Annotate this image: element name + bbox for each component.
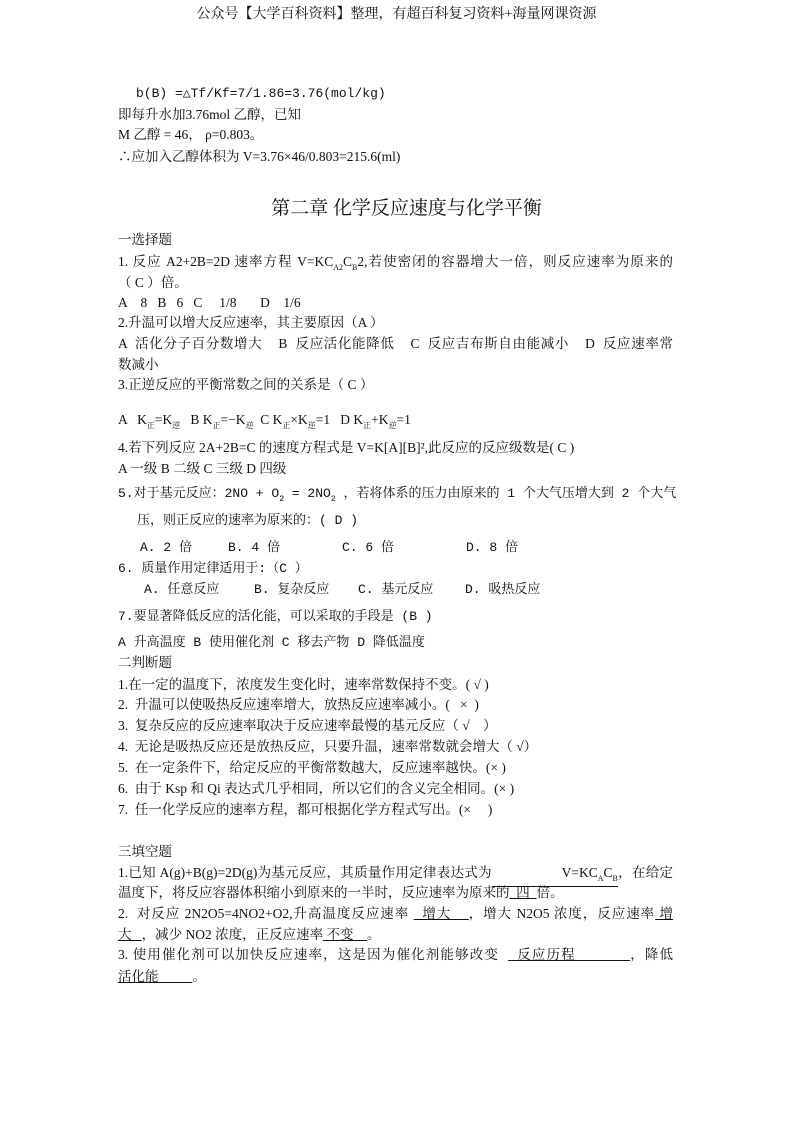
question-4: 4.若下列反应 2A+2B=C 的速度方程式是 V=K[A][B]²,此反应的反应级数是( C )	[118, 440, 575, 455]
question-1-answer: （ C ）倍。	[118, 275, 188, 290]
judge-item-3: 3. 复杂反应的反应速率取决于反应速率最慢的基元反应（ √ ）	[118, 718, 497, 733]
q5-option-a: A. 2 倍	[140, 540, 193, 555]
q6-option-d: D. 吸热反应	[465, 582, 541, 597]
fill-3-answer-1: 反应历程	[508, 947, 631, 962]
question-2: 2.升温可以增大反应速率，其主要原因（A ）	[118, 315, 384, 330]
q6-option-c: C. 基元反应	[358, 582, 434, 597]
judge-item-4: 4. 无论是吸热反应还是放热反应，只要升温，速率常数就会增大（ √）	[118, 739, 538, 754]
question-3-options: A $K_正=K_逆$ B $K_正=-K_逆$ C $K_正\times K_逆=1$ D $K_正+K_逆=1$	[118, 412, 411, 430]
question-7-options: A 升高温度 B 使用催化剂 C 移去产物 D 降低温度	[118, 635, 425, 650]
question-1: 1. 反应 A2+2B=2D 速率方程 $V=KC_{A2}C_B2$,若使密闭的容器增大一倍，则反应速率为原来的	[118, 254, 673, 272]
fill-2: 2. 对反应 2N2O5=4NO2+O2,升高温度反应速率 增大 ，增大 N2O5 浓度，反应速率 增	[118, 906, 674, 921]
fill-1-answer: $V=KC_AC_B$	[492, 865, 618, 887]
fill-1-cont: 温度下，将反应容器体积缩小到原来的一半时，反应速率为原来的 四 倍。	[118, 885, 564, 900]
question-2-options: A 活化分子百分数增大 B 反应活化能降低 C 反应吉布斯自由能减小 D 反应速率常	[118, 336, 673, 351]
fill-3: 3. 使用催化剂可以加快反应速率，这是因为催化剂能够改变 反应历程 ，降低	[118, 947, 673, 962]
prev-line-4: ∴应加入乙醇体积为 V=3.76×46/0.803=215.6(ml)	[118, 149, 401, 164]
judge-item-7: 7. 任一化学反应的速率方程，都可根据化学方程式写出。(× )	[118, 802, 493, 817]
judge-item-5: 5. 在一定条件下，给定反应的平衡常数越大，反应速率越快。(× )	[118, 760, 506, 775]
q6-option-a: A. 任意反应	[144, 582, 220, 597]
question-4-options: A 一级 B 二级 C 三级 D 四级	[118, 461, 287, 476]
fill-2-answer-2: 增	[655, 906, 674, 921]
question-6: 6. 质量作用定律适用于:（C ）	[118, 561, 308, 576]
fill-2-answer-1: 增大	[413, 906, 469, 921]
prev-line-1: b(B) =△Tf/Kf=7/1.86=3.76(mol/kg)	[136, 86, 386, 101]
judge-item-6: 6. 由于 Ksp 和 Qi 表达式几乎相同，所以它们的含义完全相同。(× )	[118, 781, 515, 796]
q5-option-b: B. 4 倍	[228, 540, 281, 555]
prev-line-2: 即每升水加3.76mol 乙醇，已知	[118, 107, 302, 122]
chapter-title: 第二章 化学反应速度与化学平衡	[271, 198, 542, 219]
section-2-heading: 二判断题	[118, 655, 172, 670]
fill-1-answer-2: 四	[509, 885, 537, 900]
fill-1: 1.已知 A(g)+B(g)=2D(g)为基元反应，其质量作用定律表达式为 $V=KC_AC_B$，在给定	[118, 864, 673, 887]
question-2-options-cont: 数减小	[118, 357, 159, 372]
section-1-heading: 一选择题	[118, 232, 172, 247]
judge-item-2: 2. 升温可以使吸热反应速率增大，放热反应速率减小。( × )	[118, 697, 479, 712]
question-7: 7.要显著降低反应的活化能，可以采取的手段是 (B )	[118, 609, 433, 624]
fill-3-answer-2: 活化能	[118, 969, 193, 984]
question-1-options: A 8 B 6 C 1/8 D 1/6	[118, 295, 301, 310]
question-5: 5.对于基元反应：$2NO + O_2 = 2NO_2$ ，若将体系的压力由原来的 1 个大气压增大到 2 个大气	[118, 486, 677, 504]
question-3: 3.正逆反应的平衡常数之间的关系是（ C ）	[118, 377, 374, 392]
judge-item-1: 1.在一定的温度下，浓度发生变化时，速率常数保持不变。( √ )	[118, 677, 489, 692]
fill-2-cont: 大 ，减少 NO2 浓度，正反应速率 不变 。	[118, 927, 381, 942]
question-5-answer: 压，则正反应的速率为原来的：( D )	[137, 513, 359, 528]
q5-option-d: D. 8 倍	[466, 540, 519, 555]
prev-line-3: M 乙醇 = 46， ρ=0.803。	[118, 127, 264, 142]
q6-option-b: B. 复杂反应	[254, 582, 330, 597]
section-3-heading: 三填空题	[118, 844, 172, 859]
fill-3-cont: 活化能 。	[118, 969, 206, 984]
fill-2-answer-3: 不变	[323, 927, 367, 942]
watermark-header: 公众号【大学百科资料】整理，有超百科复习资料+海量网课资源	[196, 7, 597, 22]
q5-option-c: C. 6 倍	[342, 540, 395, 555]
